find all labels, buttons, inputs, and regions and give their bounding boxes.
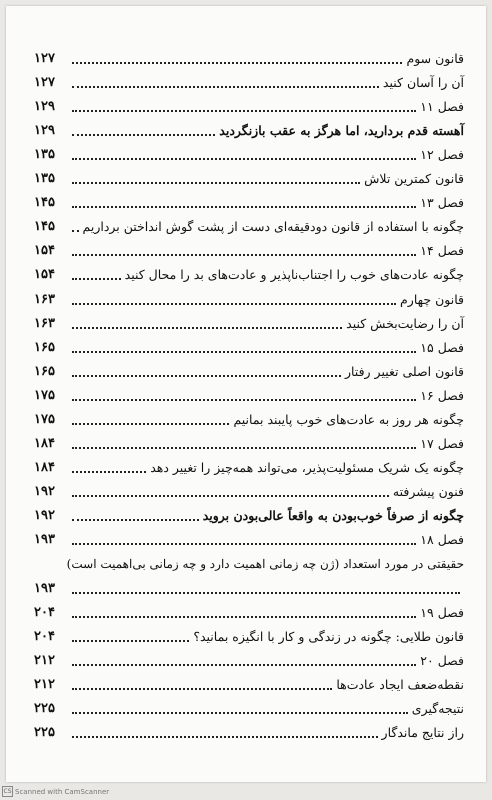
toc-entry-page-number: ۱۸۴	[34, 436, 55, 451]
dot-leader	[72, 110, 416, 112]
toc-entry	[34, 287, 464, 309]
toc-entry-page-number: ۱۳۵	[34, 171, 55, 186]
toc-entry-title: فصل ۱۸	[420, 532, 464, 547]
toc-entry-page-number: ۱۷۵	[34, 388, 55, 403]
toc-entry	[34, 672, 464, 694]
dot-leader	[72, 712, 408, 714]
dot-leader	[72, 423, 229, 425]
toc-entry-page-number: ۱۲۷	[34, 51, 55, 66]
scanner-label: Scanned with CamScanner	[15, 787, 110, 796]
toc-entry-title: چگونه هر روز به عادت‌های خوب پایبند بمانیم	[233, 412, 464, 427]
toc-entry-title: چگونه از صرفاً خوب‌بودن به واقعاً عالی‌بودن بروید	[202, 508, 464, 523]
toc-entry	[34, 262, 464, 284]
dot-leader	[72, 447, 416, 449]
dot-leader	[72, 303, 396, 305]
dot-leader	[72, 182, 360, 184]
dot-leader	[72, 736, 378, 738]
toc-entry	[34, 527, 464, 549]
toc-entry	[34, 238, 464, 260]
toc-entry-title: فصل ۲۰	[420, 653, 464, 668]
dot-leader	[72, 592, 460, 594]
toc-entry-title: چگونه با استفاده از قانون دودقیقه‌ای دست از پشت گوش انداختن برداریم	[82, 219, 464, 234]
dot-leader	[72, 616, 416, 618]
dot-leader	[72, 134, 215, 136]
toc-entry	[34, 479, 464, 501]
camscanner-logo-icon: CS	[3, 788, 12, 795]
toc-entry	[34, 70, 464, 92]
dot-leader	[72, 664, 416, 666]
toc-entry	[34, 214, 464, 236]
toc-entry-title: قانون چهارم	[400, 292, 464, 307]
toc-entry	[34, 118, 464, 140]
toc-entry-page-number: ۱۲۹	[34, 99, 55, 114]
toc-entry-title: قانون طلایی: چگونه در زندگی و کار با انگیزه بمانید؟	[193, 629, 464, 644]
book-page	[6, 6, 486, 782]
dot-leader	[72, 688, 332, 690]
dot-leader	[72, 86, 379, 88]
dot-leader	[72, 206, 416, 208]
toc-entry-page-number: ۱۲۹	[34, 123, 55, 138]
toc-entry	[34, 600, 464, 622]
toc-entry-page-number: ۱۹۳	[34, 532, 55, 547]
toc-entry-page-number: ۱۹۳	[34, 581, 55, 596]
toc-entry-title: نقطه‌ضعف ایجاد عادت‌ها	[336, 677, 464, 692]
toc-entry	[34, 503, 464, 525]
toc-entry-page-number: ۲۰۴	[34, 629, 55, 644]
toc-entry-title: فصل ۱۱	[420, 99, 464, 114]
toc-entry-title: قانون کمترین تلاش	[364, 171, 464, 186]
toc-entry-page-number: ۱۴۵	[34, 219, 55, 234]
toc-entry-title: فصل ۱۷	[420, 436, 464, 451]
toc-entry-page-number: ۱۵۴	[34, 267, 55, 282]
toc-entry-title: چگونه یک شریک مسئولیت‌پذیر، می‌تواند همه‌چیز را تغییر دهد	[150, 460, 464, 475]
toc-entry	[34, 94, 464, 116]
toc-entry-title: چگونه عادت‌های خوب را اجتناب‌ناپذیر و عادت‌های بد را محال کنید	[124, 267, 464, 282]
toc-entry	[34, 407, 464, 429]
toc-entry-page-number: ۱۹۲	[34, 484, 55, 499]
dot-leader	[72, 640, 189, 642]
dot-leader	[72, 471, 146, 473]
toc-entry-title: نتیجه‌گیری	[411, 701, 464, 716]
toc-entry-title: قانون سوم	[406, 51, 464, 66]
toc-entry	[34, 142, 464, 164]
toc-entry	[34, 335, 464, 357]
dot-leader	[72, 495, 389, 497]
dot-leader	[72, 519, 199, 521]
toc-entry-page-number: ۱۳۵	[34, 147, 55, 162]
toc-entry	[34, 359, 464, 381]
toc-entry-title: فصل ۱۵	[420, 340, 464, 355]
toc-entry	[34, 46, 464, 68]
toc-entry-title: حقیقتی در مورد استعداد (ژن چه زمانی اهمیت دارد و چه زمانی بی‌اهمیت است)	[66, 557, 464, 571]
toc-entry-page-number: ۱۷۵	[34, 412, 55, 427]
toc-entry-page-number: ۲۲۵	[34, 701, 55, 716]
toc-entry	[34, 166, 464, 188]
toc-entry-title: فصل ۱۳	[420, 195, 464, 210]
toc-entry-title: قانون اصلی تغییر رفتار	[344, 364, 464, 379]
dot-leader	[72, 399, 416, 401]
dot-leader	[72, 278, 121, 280]
toc-entry-page-number: ۱۶۵	[34, 364, 55, 379]
toc-entry-title: فصل ۱۴	[420, 243, 464, 258]
toc-entry-page-number: ۱۶۵	[34, 340, 55, 355]
dot-leader	[72, 62, 402, 64]
toc-entry	[34, 696, 464, 718]
dot-leader	[72, 351, 416, 353]
toc-entry-title: فصل ۱۲	[420, 147, 464, 162]
toc-entry-title: آن را آسان کنید	[382, 75, 464, 90]
table-of-contents	[6, 6, 486, 782]
dot-leader	[72, 230, 79, 232]
toc-entry-title: آهسته قدم بردارید، اما هرگز به عقب بازنگردید	[219, 123, 464, 138]
toc-entry-page-number: ۱۹۲	[34, 508, 55, 523]
toc-entry-title: فصل ۱۹	[420, 605, 464, 620]
toc-entry-page-number: ۱۶۳	[34, 292, 55, 307]
dot-leader	[72, 327, 342, 329]
dot-leader	[72, 158, 416, 160]
toc-entry	[34, 383, 464, 405]
toc-entry-page-number	[33, 572, 67, 573]
toc-entry	[34, 648, 464, 670]
toc-entry-page-number: ۲۰۴	[34, 605, 55, 620]
toc-entry-page-number: ۱۴۵	[34, 195, 55, 210]
toc-entry	[34, 311, 464, 333]
toc-entry-page-number: ۲۱۲	[34, 677, 55, 692]
toc-entry	[34, 190, 464, 212]
dot-leader	[72, 543, 416, 545]
dot-leader	[72, 375, 341, 377]
scanner-watermark	[2, 786, 109, 797]
toc-entry-title: فصل ۱۶	[420, 388, 464, 403]
toc-entry	[34, 576, 464, 598]
toc-entry	[34, 551, 464, 573]
toc-entry	[34, 624, 464, 646]
toc-entry-title: فنون پیشرفته	[392, 484, 464, 499]
toc-entry-page-number: ۱۸۴	[34, 460, 55, 475]
toc-entry-page-number: ۲۲۵	[34, 725, 55, 740]
toc-entry-title: آن را رضایت‌بخش کنید	[346, 316, 464, 331]
toc-entry-page-number: ۱۵۴	[34, 243, 55, 258]
toc-entry	[34, 720, 464, 742]
toc-entry-page-number: ۲۱۲	[34, 653, 55, 668]
toc-entry	[34, 455, 464, 477]
toc-entry-page-number: ۱۲۷	[34, 75, 55, 90]
dot-leader	[72, 254, 416, 256]
toc-entry-title: راز نتایج ماندگار	[381, 725, 464, 740]
toc-entry-page-number: ۱۶۳	[34, 316, 55, 331]
toc-entry	[34, 431, 464, 453]
